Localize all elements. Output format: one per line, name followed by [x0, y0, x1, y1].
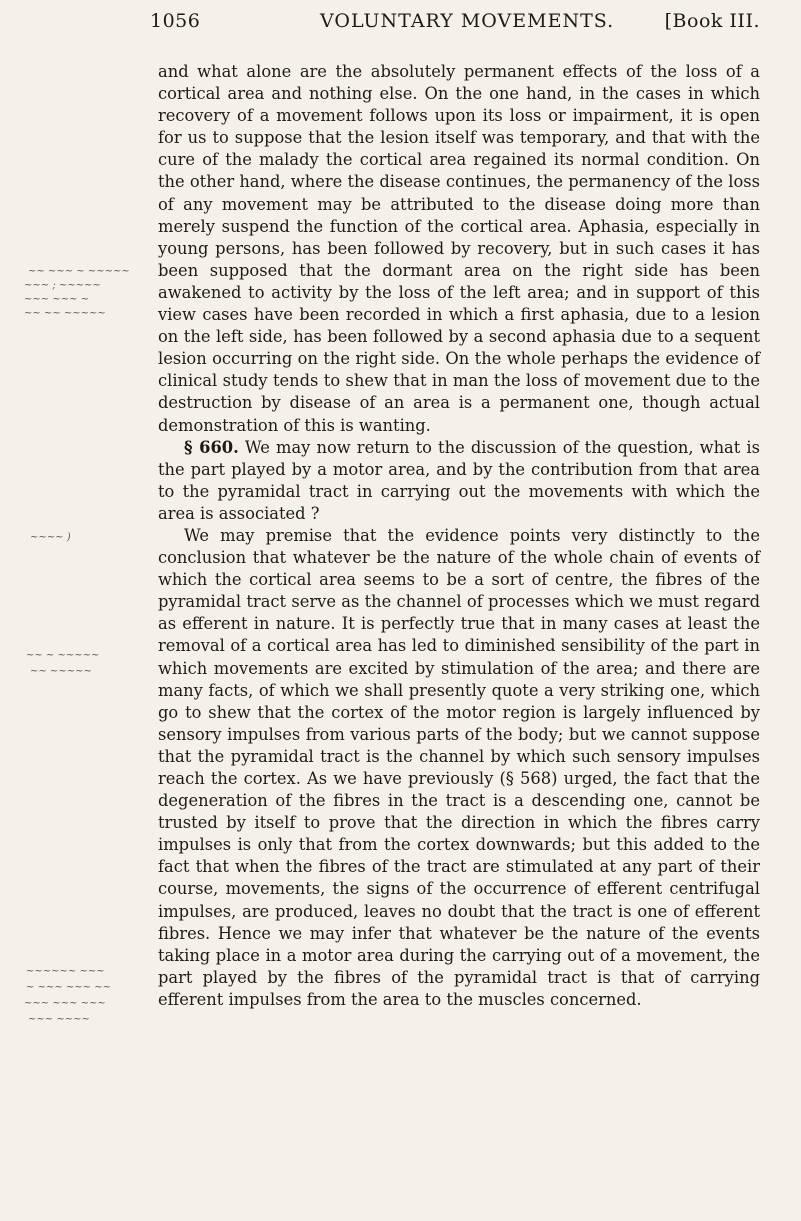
- margin-handwriting-9: ~ ~~~ ~~~ ~~: [26, 982, 111, 993]
- margin-handwriting-11: ~~~ ~~~~: [28, 1014, 90, 1025]
- margin-handwriting-2: ~~~ ; ~~~~~: [24, 280, 101, 291]
- margin-handwriting-4: ~~ ~~ ~~~~~: [24, 308, 106, 319]
- book-label: [Book III.: [664, 10, 760, 32]
- margin-handwriting-6: ~~ ~ ~~~~~: [26, 650, 100, 661]
- paragraph-1: and what alone are the absolutely permanent effects of the loss of a cortical area and nothing else. On the one hand, in the cases in which recovery of a movement follows upon its loss or impairment, it is open for us to suppose that the lesion itself was temporary, and that with the cure of the malady the cortical area regained its normal condition. On the other hand, where the disease continues, the permanency of the loss of any movement may be attributed to the disease doing more than merely suspend the function of the cortical area. Aphasia, especially in young persons, has been followed by recovery, but in such cases it has been supposed that the dormant area on the right side has been awakened to activity by the loss of the left area; and in support of this view cases have been recorded in which a first aphasia, due to a lesion on the left side, has been followed by a second aphasia due to a sequent lesion occurring on the right side. On the whole perhaps the evidence of clinical study tends to shew that in man the loss of movement due to the destruction by disease of an area is a permanent one, though actual demonstration of this is wanting.: [158, 62, 760, 435]
- page-number: 1056: [150, 10, 201, 32]
- margin-handwriting-1: ~~ ~~~ ~ ~~~~~: [28, 266, 130, 277]
- margin-handwriting-3: ~~~ ~~~ ~: [24, 294, 90, 305]
- margin-handwriting-10: ~~~ ~~~ ~~~: [24, 998, 106, 1009]
- body-text: [158, 61, 760, 1011]
- paragraph-2: [158, 437, 760, 525]
- margin-handwriting-5: ~~~~ ): [30, 532, 71, 543]
- running-header: [150, 10, 760, 42]
- margin-handwriting-7: ~~ ~~~~~: [30, 666, 92, 677]
- section-number: § 660.: [184, 437, 239, 457]
- paragraph-3: We may premise that the evidence points very distinctly to the conclusion that whatever be the nature of the whole chain of events of which the cortical area seems to be a sort of centre, the fibres of the pyramidal tract serve as the channel of processes which we must regard as efferent in nature. It is perfectly true that in many cases at least the removal of a cortical area has led to diminished sensibility of the part in which movements are excited by stimulation of the area; and there are many facts, of which we shall presently quote a very striking one, which go to shew that the cortex of the motor region is largely influenced by sensory impulses from various parts of the body; but we cannot suppose that the pyramidal tract is the channel by which such sensory impulses reach the cortex. As we have previously (§ 568) urged, the fact that the degeneration of the fibres in the tract is a descending one, cannot be trusted by itself to prove that the direction in which the fibres carry impulses is only that from the cortex downwards; but this added to the fact that when the fibres of the tract are stimulated at any part of their course, movements, the signs of the occurrence of efferent centrifugal impulses, are produced, leaves no doubt that the tract is one of efferent fibres. Hence we may infer that whatever be the nature of the events taking place in a motor area during the carrying out of a movement, the part played by the fibres of the pyramidal tract is that of carrying efferent impulses from the area to the muscles concerned.: [158, 525, 760, 1009]
- margin-handwriting-8: ~~~~~~ ~~~: [26, 966, 105, 977]
- paragraph-2-text: We may now return to the discussion of the question, what is the part played by a motor area, and by the contribution from that area to the pyramidal tract in carrying out the movements with which the area is associated ?: [158, 437, 760, 523]
- running-title: VOLUNTARY MOVEMENTS.: [320, 10, 615, 32]
